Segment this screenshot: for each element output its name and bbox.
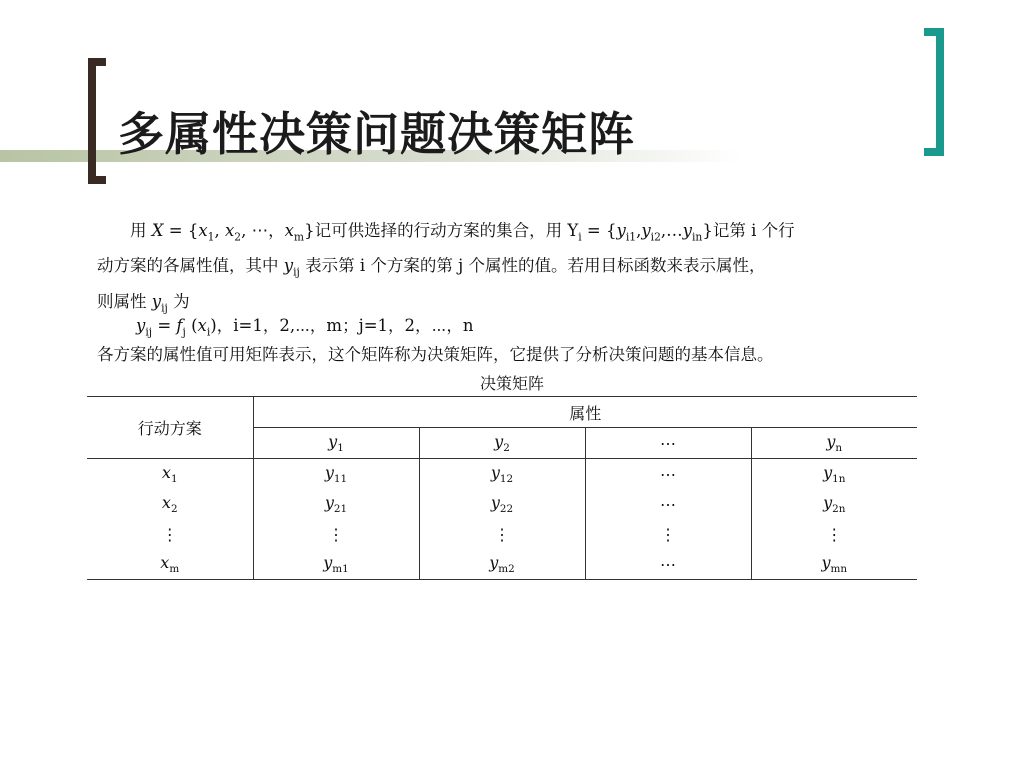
row-label: $x_1$ bbox=[87, 459, 253, 490]
header-alternatives: 行动方案 bbox=[87, 397, 253, 459]
right-bracket-decoration bbox=[924, 28, 944, 156]
matrix-cell: $y_{12}$ bbox=[419, 459, 585, 490]
slide-title: 多属性决策问题决策矩阵 bbox=[118, 107, 635, 161]
matrix-cell: ⋮ bbox=[253, 519, 419, 549]
matrix-cell: $y_{mn}$ bbox=[751, 549, 917, 580]
row-label: $x_2$ bbox=[161, 492, 178, 516]
matrix-cell: $y_{m1}$ bbox=[253, 549, 419, 580]
matrix-cell: $y_{21}$ bbox=[253, 489, 419, 519]
paragraph-definitions: 用 $X = \{x_1$, $x_2$, ⋯，$x_m$}记可供选择的行动方案的集合，用 $Y_i$ = $\{y_{i1},y_{i2},\dots y_{in}\}$记第 i 个行 动方案的各属性值，其中 $y_{ij}$ 表示第 i 个方案的第 j 个属性的值。若用目标函数来表示属性， 则属性 $y_{ij}$ 为 bbox=[97, 221, 795, 314]
matrix-cell: $y_{m2}$ bbox=[419, 549, 585, 580]
matrix-cell: ⋯ bbox=[585, 549, 751, 580]
matrix-cell: ⋮ bbox=[419, 519, 585, 549]
header-attributes: 属性 bbox=[253, 397, 917, 428]
matrix-cell: $y_{1n}$ bbox=[751, 459, 917, 490]
decision-matrix-table bbox=[87, 396, 917, 580]
table-row bbox=[87, 459, 917, 490]
table-row bbox=[87, 519, 917, 549]
row-label: ⋮ bbox=[161, 524, 178, 544]
table-caption: 决策矩阵 bbox=[479, 374, 544, 393]
column-header: ⋯ bbox=[585, 428, 751, 459]
table-row bbox=[87, 549, 917, 580]
column-header: $y_1$ bbox=[253, 428, 419, 459]
formula-line: $y_{ij} = f_j$ $(x_i)$，i=1，2,⋯，m；j=1，2，⋯，n bbox=[136, 316, 474, 339]
matrix-cell: ⋮ bbox=[585, 519, 751, 549]
matrix-cell: $y_{11}$ bbox=[253, 459, 419, 490]
matrix-cell: $y_{22}$ bbox=[419, 489, 585, 519]
row-label: $x_m$ bbox=[87, 549, 253, 580]
column-header: $y_n$ bbox=[751, 428, 917, 459]
column-header: $y_2$ bbox=[419, 428, 585, 459]
table-row bbox=[87, 489, 917, 519]
left-bracket-decoration bbox=[88, 58, 106, 184]
matrix-cell: ⋯ bbox=[585, 459, 751, 490]
matrix-cell: ⋯ bbox=[585, 489, 751, 519]
matrix-cell: $y_{2n}$ bbox=[751, 489, 917, 519]
matrix-cell: ⋮ bbox=[751, 519, 917, 549]
paragraph-matrix-intro: 各方案的属性值可用矩阵表示，这个矩阵称为决策矩阵，它提供了分析决策问题的基本信息。 bbox=[97, 345, 774, 364]
